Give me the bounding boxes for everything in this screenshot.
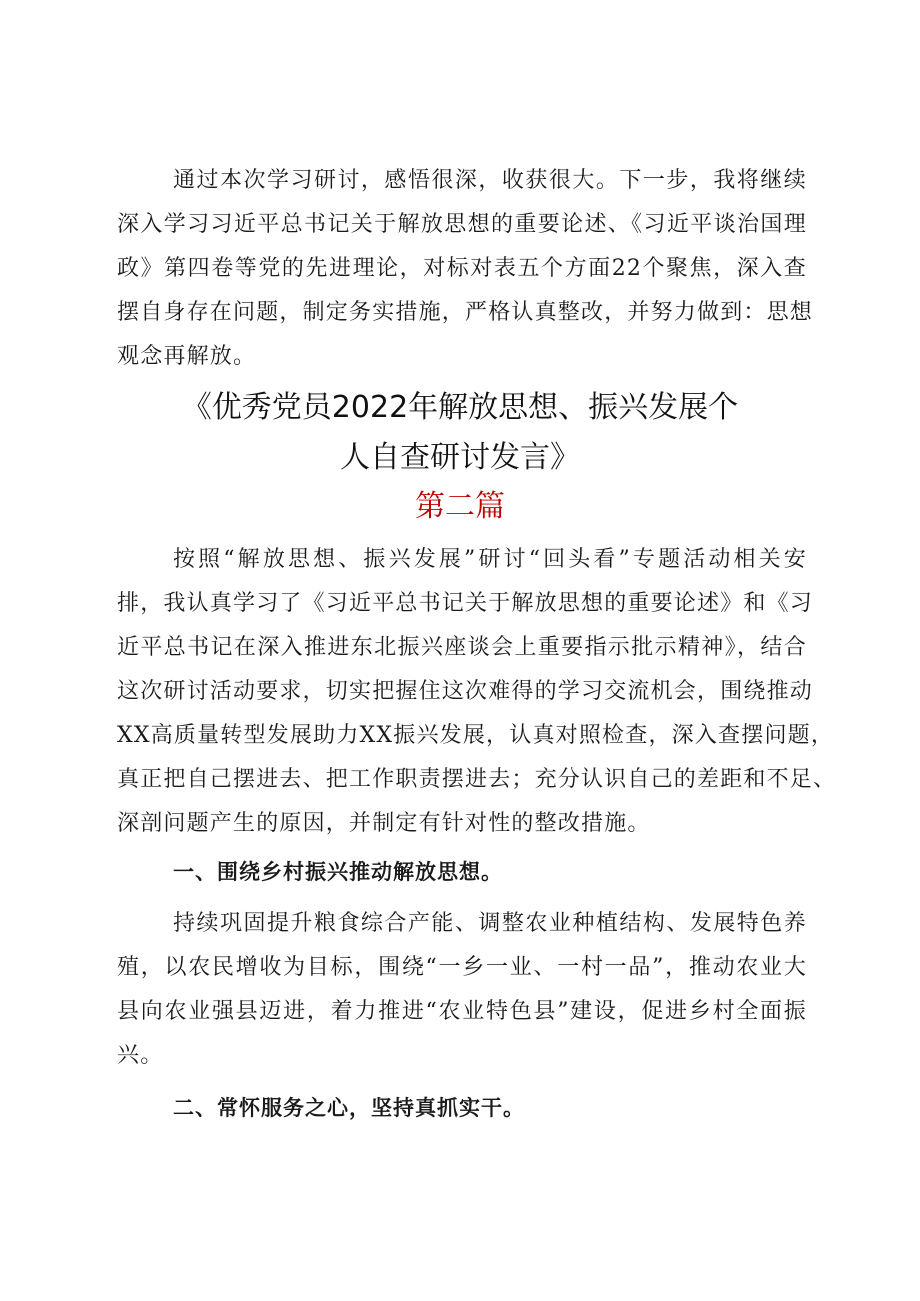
intro-line-3: 政》第四卷等党的先进理论，对标对表五个方面22个聚焦，深入查 [117, 256, 807, 281]
section-1-line-2: 殖，以农民增收为目标，围绕“一乡一业、一村一品”，推动农业大 [117, 955, 807, 980]
section-1-line-1: 持续巩固提升粮食综合产能、调整农业种植结构、发展特色养 [173, 911, 807, 936]
section-1-heading: 一、围绕乡村振兴推动解放思想。 [173, 860, 503, 884]
intro-line-2: 深入学习习近平总书记关于解放思想的重要论述、《习近平谈治国理 [117, 212, 807, 237]
document-subtitle: 第二篇 [415, 489, 505, 524]
intro-paragraph [117, 159, 814, 379]
body-paragraph [117, 538, 837, 846]
title-line-2: 人自查研讨发言》 [340, 440, 580, 475]
document-title [0, 383, 920, 483]
section-1-line-4: 兴。 [117, 1043, 164, 1068]
section-2-heading: 二、常怀服务之心，坚持真抓实干。 [173, 1096, 525, 1120]
body-line-5: XX高质量转型发展助力XX振兴发展，认真对照检查，深入查摆问题， [117, 723, 835, 748]
body-line-2: 排，我认真学习了《习近平总书记关于解放思想的重要论述》和《习 [117, 591, 814, 616]
section-1-paragraph [117, 902, 807, 1078]
section-1-line-3: 县向农业强县迈进，着力推进“农业特色县”建设，促进乡村全面振 [117, 999, 807, 1024]
body-line-3: 近平总书记在深入推进东北振兴座谈会上重要指示批示精神》，结合 [117, 635, 807, 660]
body-line-1: 按照“解放思想、振兴发展”研讨“回头看”专题活动相关安 [173, 547, 807, 572]
body-line-4: 这次研讨活动要求，切实把握住这次难得的学习交流机会，围绕推动 [117, 679, 814, 704]
title-line-1: 《优秀党员2022年解放思想、振兴发展个 [181, 390, 739, 425]
intro-line-5: 观念再解放。 [117, 344, 257, 369]
body-line-7: 深剖问题产生的原因，并制定有针对性的整改措施。 [117, 811, 651, 836]
intro-line-1: 通过本次学习研讨，感悟很深，收获很大。下一步，我将继续 [173, 168, 807, 193]
body-line-6: 真正把自己摆进去、把工作职责摆进去；充分认识自己的差距和不足、 [117, 767, 837, 792]
intro-line-4: 摆自身存在问题，制定务实措施，严格认真整改，并努力做到：思想 [117, 300, 814, 325]
